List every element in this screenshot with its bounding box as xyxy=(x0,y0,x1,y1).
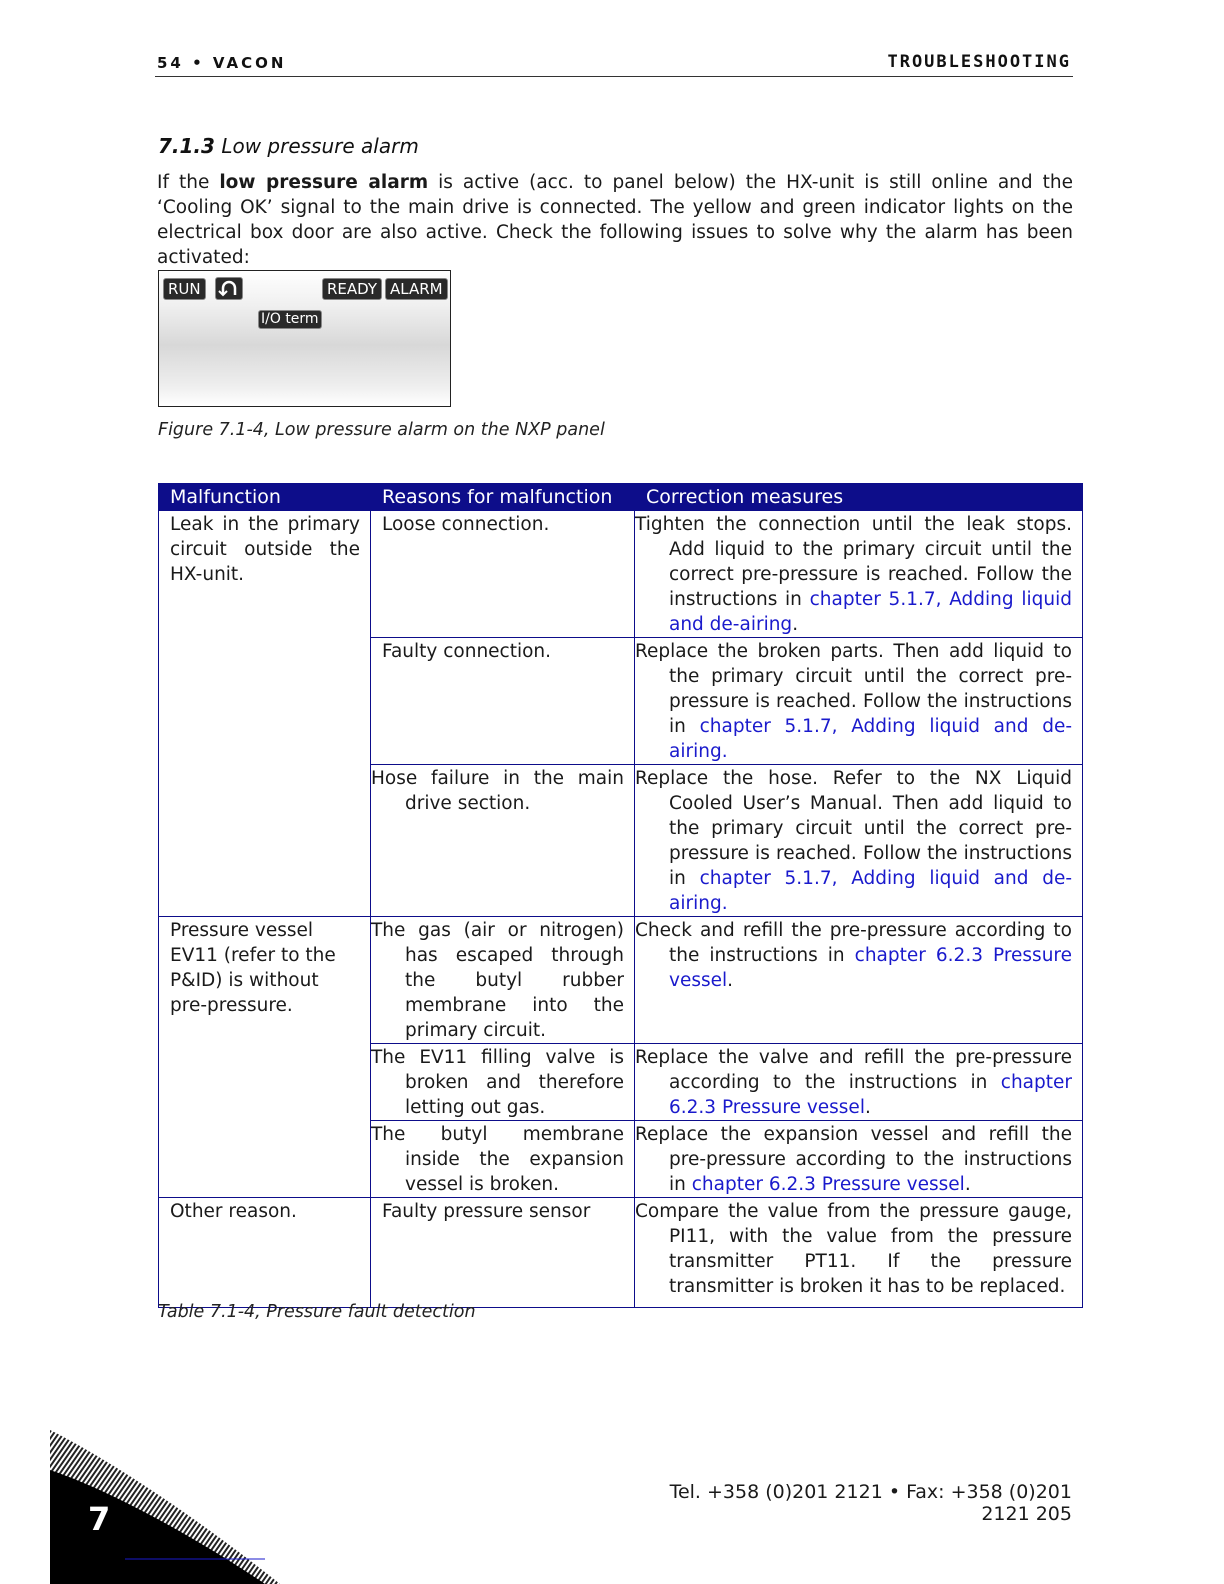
header-page-brand: 54 • VACON xyxy=(157,54,287,72)
io-term-indicator: I/O term xyxy=(258,310,322,329)
table-header-row xyxy=(159,484,1083,511)
intro-text-before: If the xyxy=(157,172,220,193)
reason-cell: Hose failure in the main drive section. xyxy=(371,765,635,917)
table-row xyxy=(159,917,1083,1044)
intro-bold-term: low pressure alarm xyxy=(219,172,429,193)
correction-text: Check and refill the pre-pressure according to the instructions in xyxy=(635,920,1072,966)
section-number: 7.1.3 xyxy=(158,134,215,158)
header-malfunction: Malfunction xyxy=(159,484,371,511)
correction-text: Replace the expansion vessel and refill the pre-pressure according to the instructions in xyxy=(635,1124,1072,1195)
chapter-corner-graphic xyxy=(50,1430,280,1584)
correction-text: Replace the valve and refill the pre-pressure according to the instructions in xyxy=(635,1047,1072,1093)
reason-cell: The EV11 filling valve is broken and therefore letting out gas. xyxy=(371,1044,635,1121)
header-section-name: TROUBLESHOOTING xyxy=(887,52,1071,72)
chapter-number: 7 xyxy=(88,1500,111,1538)
intro-text-after: is active (acc. to panel below) the HX-unit is still online and the ‘Cooling OK’ signal to the main drive is connected. The yellow and green indicator lights on the electrical box door are also active. Check the following issues to solve why the alarm has been activated: xyxy=(157,172,1074,268)
page-header xyxy=(155,50,1073,77)
section-title-text: Low pressure alarm xyxy=(221,134,419,158)
header-correction: Correction measures xyxy=(635,484,1083,511)
malfunction-cell: Other reason. xyxy=(159,1198,371,1308)
intro-paragraph xyxy=(157,170,1073,270)
chapter-link[interactable]: chapter 6.2.3 Pressure vessel xyxy=(691,1174,965,1195)
reason-cell: The gas (air or nitrogen) has escaped through the butyl rubber membrane into the primary circuit. xyxy=(371,917,635,1044)
run-indicator: RUN xyxy=(163,278,206,300)
correction-text-end: . xyxy=(864,1097,871,1118)
correction-text-end: . xyxy=(964,1174,971,1195)
reason-cell: The butyl membrane inside the expansion vessel is broken. xyxy=(371,1121,635,1198)
correction-text: Tighten the connection until the leak stops. Add liquid to the primary circuit until the correct pre-pressure is reached. Follow the instructions in xyxy=(635,514,1072,610)
section-title xyxy=(158,134,419,158)
reason-cell: Faulty connection. xyxy=(371,638,635,765)
alarm-indicator: ALARM xyxy=(385,278,448,300)
chapter-link[interactable]: chapter 6.2.3 Pressure vessel xyxy=(669,1072,1072,1118)
correction-cell xyxy=(635,765,1083,917)
correction-cell xyxy=(635,917,1083,1044)
correction-cell xyxy=(635,1044,1083,1121)
chapter-link[interactable]: chapter 5.1.7, Adding liquid and de-airing. xyxy=(669,868,1072,914)
correction-text-end: . xyxy=(792,614,799,635)
correction-cell xyxy=(635,511,1083,638)
nxp-panel-figure xyxy=(158,270,451,407)
correction-text: Replace the hose. Refer to the NX Liquid Cooled User’s Manual. Then add liquid to the primary circuit until the correct pre-pressure is reached. Follow the instructions in xyxy=(635,768,1072,889)
chapter-link[interactable]: chapter 6.2.3 Pressure vessel xyxy=(669,945,1073,991)
table-row xyxy=(159,511,1083,638)
correction-text: Replace the broken parts. Then add liquid to the primary circuit until the correct pre-pressure is reached. Follow the instructions in xyxy=(635,641,1072,737)
malfunction-cell: Pressure vessel EV11 (refer to the P&ID) is without pre-pressure. xyxy=(159,917,371,1198)
figure-caption: Figure 7.1-4, Low pressure alarm on the NXP panel xyxy=(158,420,605,440)
correction-cell: Compare the value from the pressure gauge, PI11, with the value from the pressure transmitter PT11. If the pressure transmitter is broken it has to be replaced. xyxy=(635,1198,1083,1308)
table-caption: Table 7.1-4, Pressure fault detection xyxy=(158,1302,476,1322)
chapter-link[interactable]: chapter 5.1.7, Adding liquid and de-airing. xyxy=(669,716,1072,762)
reason-cell: Loose connection. xyxy=(371,511,635,638)
pressure-fault-table xyxy=(158,483,1083,1308)
table-row xyxy=(159,1198,1083,1308)
chapter-link[interactable]: chapter 5.1.7, Adding liquid and de-airing xyxy=(669,589,1072,635)
correction-cell xyxy=(635,638,1083,765)
reason-cell: Faulty pressure sensor xyxy=(371,1198,635,1308)
header-reasons: Reasons for malfunction xyxy=(371,484,635,511)
correction-cell xyxy=(635,1121,1083,1198)
ready-indicator: READY xyxy=(322,278,382,300)
rotation-direction-icon xyxy=(215,277,243,300)
footer-contact: Tel. +358 (0)201 2121 • Fax: +358 (0)201 2121 205 xyxy=(669,1481,1072,1525)
correction-text-end: . xyxy=(727,970,734,991)
malfunction-cell: Leak in the primary circuit outside the HX-unit. xyxy=(159,511,371,917)
